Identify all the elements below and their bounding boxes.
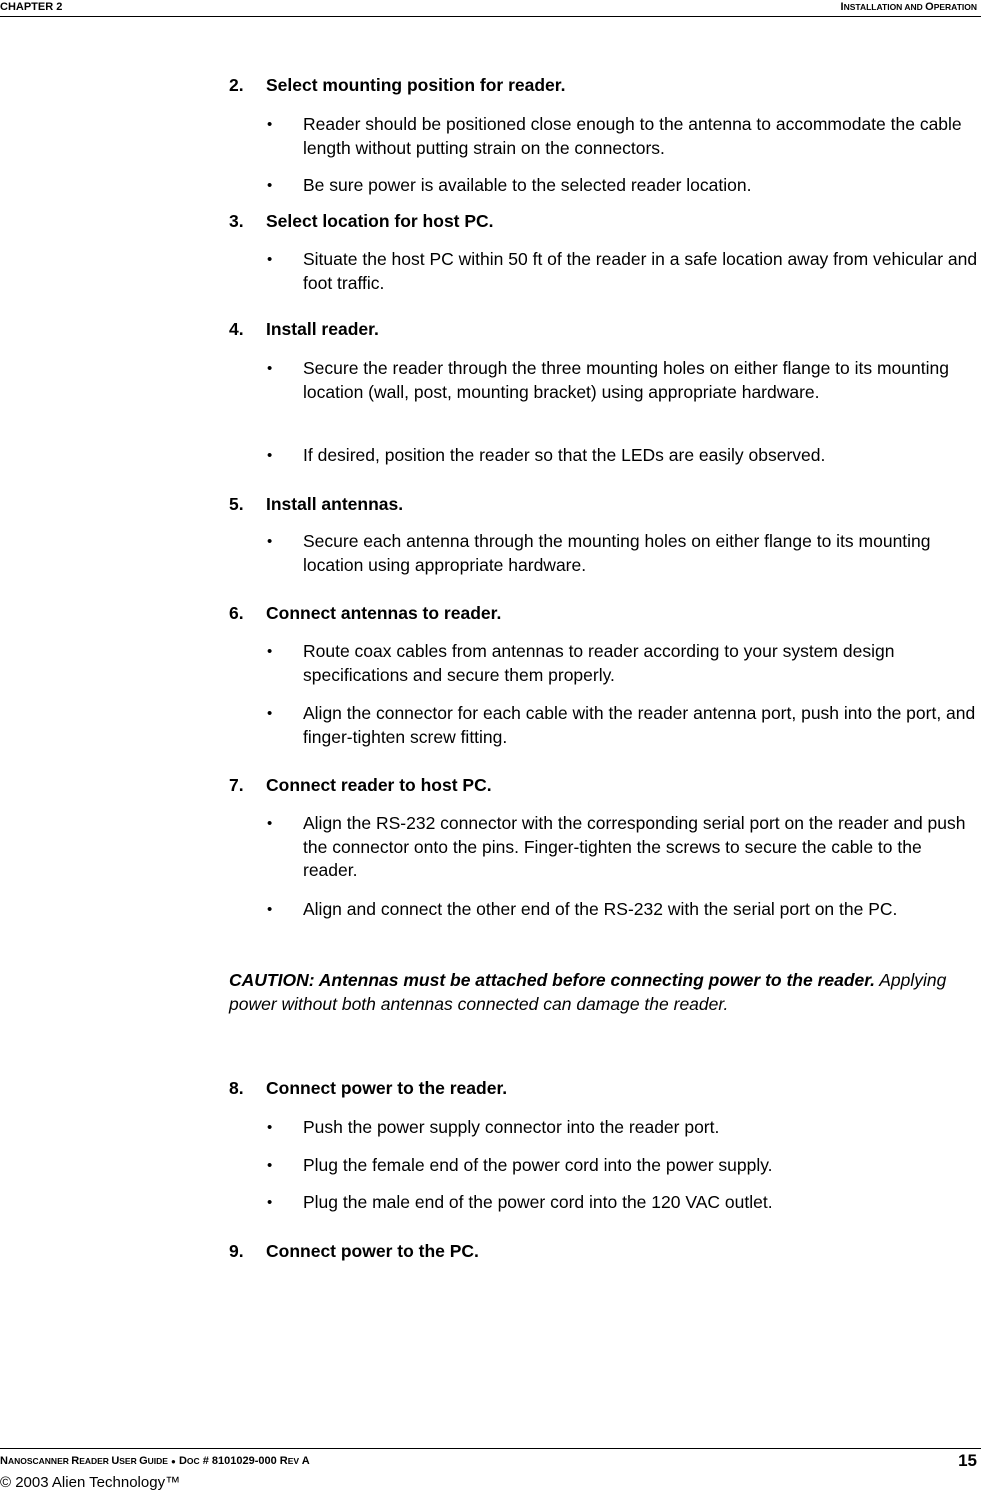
step-title: Connect power to the PC. — [266, 1241, 479, 1261]
bullet-text: If desired, position the reader so that the LEDs are easily observed. — [303, 445, 826, 465]
caution-note — [229, 969, 949, 1016]
bullet-icon: • — [267, 643, 273, 660]
bullet-icon: • — [267, 815, 273, 832]
bullet-icon: • — [267, 533, 273, 550]
step-title: Install reader. — [266, 319, 379, 339]
step-3-heading — [229, 210, 979, 232]
bullet-text: Plug the female end of the power cord into the power supply. — [303, 1155, 773, 1175]
footer-smallcaps: ANOSCANNER — [7, 1456, 72, 1466]
footer-cap: R — [279, 1455, 288, 1467]
header-cap-o: O — [925, 1, 934, 13]
footer-rule — [0, 1448, 981, 1449]
header-smallcaps-2: PERATION — [933, 2, 977, 12]
step-number: 7. — [229, 775, 244, 795]
step-4-heading — [229, 318, 979, 340]
footer-smallcaps: UIDE — [147, 1456, 168, 1466]
step-number: 3. — [229, 211, 244, 231]
list-item — [267, 1191, 979, 1215]
footer-revision: A — [299, 1455, 310, 1467]
footer-smallcaps: EV — [287, 1456, 300, 1466]
list-item — [267, 640, 979, 687]
bullet-text: Secure the reader through the three mounting holes on either flange to its mounting location (wall, post, mounting bracket) using appropriate hardware. — [303, 358, 949, 402]
bullet-text: Reader should be positioned close enough to the antenna to accommodate the cable length without putting strain on the connectors. — [303, 114, 962, 158]
step-5-heading — [229, 493, 979, 515]
footer-cap: U — [111, 1455, 120, 1467]
step-9-heading — [229, 1240, 979, 1262]
bullet-icon: • — [267, 177, 273, 194]
bullet-text: Situate the host PC within 50 ft of the reader in a safe location away from vehicular and foot traffic. — [303, 249, 978, 293]
bullet-icon: • — [267, 1157, 273, 1174]
header-chapter: CHAPTER 2 — [0, 1, 63, 13]
header-rule — [0, 16, 981, 17]
bullet-text: Align the connector for each cable with the reader antenna port, push into the port, and finger-tighten screw fitting. — [303, 703, 976, 747]
list-item — [267, 1154, 979, 1178]
step-title: Select location for host PC. — [266, 211, 494, 231]
footer-separator-icon: ● — [171, 1457, 176, 1466]
step-8-heading — [229, 1077, 979, 1099]
caution-text: Applying power without both antennas connected can damage the reader. — [229, 970, 947, 1014]
bullet-icon: • — [267, 447, 273, 464]
list-item — [267, 530, 979, 577]
list-item — [267, 357, 979, 404]
bullet-text: Route coax cables from antennas to reader according to your system design specifications and secure them properly. — [303, 641, 895, 685]
footer-copyright: © 2003 Alien Technology™ — [0, 1474, 181, 1491]
header-cap-i: I — [840, 1, 844, 13]
list-item — [267, 1116, 979, 1140]
bullet-text: Align the RS-232 connector with the corresponding serial port on the reader and push the connector onto the pins. Finger-tighten the screws to secure the cable to the reader. — [303, 813, 966, 880]
step-number: 9. — [229, 1241, 244, 1261]
footer-cap: D — [178, 1455, 187, 1467]
footer-guide-title — [0, 1454, 310, 1469]
bullet-icon: • — [267, 360, 273, 377]
bullet-icon: • — [267, 901, 273, 918]
footer-cap: G — [139, 1455, 148, 1467]
step-title: Connect power to the reader. — [266, 1078, 508, 1098]
step-number: 2. — [229, 75, 244, 95]
bullet-icon: • — [267, 705, 273, 722]
list-item — [267, 248, 979, 295]
step-7-heading — [229, 774, 979, 796]
list-item — [267, 898, 979, 922]
step-2-heading — [229, 74, 979, 96]
list-item — [267, 444, 979, 468]
list-item — [267, 702, 979, 749]
footer-smallcaps: OC — [186, 1456, 200, 1466]
bullet-text: Be sure power is available to the selected reader location. — [303, 175, 752, 195]
footer-doc-number: # 8101029-000 — [199, 1455, 280, 1467]
header-smallcaps-1: NSTALLATION AND — [843, 2, 926, 12]
step-number: 4. — [229, 319, 244, 339]
bullet-icon: • — [267, 1119, 273, 1136]
step-number: 8. — [229, 1078, 244, 1098]
step-number: 6. — [229, 603, 244, 623]
bullet-icon: • — [267, 116, 273, 133]
step-6-heading — [229, 602, 979, 624]
bullet-text: Push the power supply connector into the reader port. — [303, 1117, 720, 1137]
bullet-text: Plug the male end of the power cord into the 120 VAC outlet. — [303, 1192, 773, 1212]
list-item — [267, 113, 979, 160]
list-item — [267, 812, 979, 883]
page-number: 15 — [958, 1451, 977, 1470]
step-title: Install antennas. — [266, 494, 404, 514]
footer-smallcaps: SER — [119, 1456, 140, 1466]
bullet-text: Align and connect the other end of the RS-232 with the serial port on the PC. — [303, 899, 898, 919]
bullet-text: Secure each antenna through the mounting holes on either flange to its mounting location using appropriate hardware. — [303, 531, 931, 575]
header-section-title — [841, 0, 977, 14]
caution-emphasis: CAUTION: Antennas must be attached before connecting power to the reader. — [229, 970, 875, 990]
footer-cap: N — [0, 1455, 8, 1467]
footer-cap: R — [71, 1455, 80, 1467]
step-title: Connect reader to host PC. — [266, 775, 492, 795]
bullet-icon: • — [267, 1194, 273, 1211]
footer-smallcaps: EADER — [79, 1456, 112, 1466]
list-item — [267, 174, 979, 198]
bullet-icon: • — [267, 251, 273, 268]
step-title: Select mounting position for reader. — [266, 75, 566, 95]
step-number: 5. — [229, 494, 244, 514]
step-title: Connect antennas to reader. — [266, 603, 502, 623]
